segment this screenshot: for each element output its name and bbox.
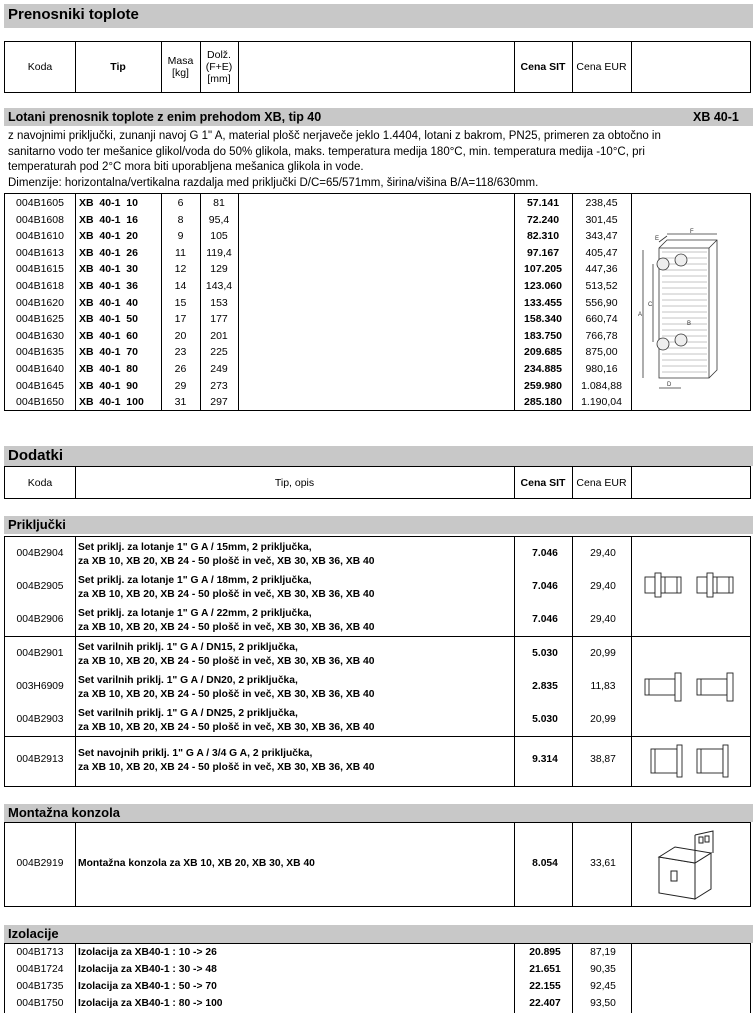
dim-label-c: C [648,302,653,308]
cell-masa: 29 [174,379,187,392]
cell-eur: 766,78 [585,329,618,342]
table-row [5,945,750,962]
cell-sit: 5.030 [532,714,558,725]
cell-dolz: 143,4 [205,280,233,292]
cell-tip: XB 40-1 10 [79,197,138,209]
threaded-fitting-icon [641,741,741,781]
cell-masa: 14 [174,280,187,292]
dim-label-b: B [687,321,692,327]
cell-koda: 004B1620 [16,296,64,309]
cell-koda: 004B1613 [16,246,64,259]
table-row [5,378,750,395]
cell-tip: XB 40-1 16 [79,213,138,226]
dim-label-a: A [638,312,643,318]
cell-masa: 17 [174,313,187,326]
cell-dolz: 153 [210,296,228,309]
cell-sit: 7.046 [532,614,558,625]
cell-sit: 5.030 [532,648,558,659]
cell-eur: 980,16 [585,363,618,375]
cell-eur: 93,50 [590,998,616,1009]
cell-dolz: 249 [210,363,228,375]
cell-sit: 82.310 [526,230,560,243]
dim-label-f: F [690,229,694,235]
cell-tip: XB 40-1 30 [79,263,138,276]
header-masa: Masa [kg] [167,55,194,79]
cell-sit: 209.685 [524,346,562,359]
cell-d2: za XB 10, XB 20, XB 24 - 50 plošč in več, XB 30, XB 36, XB 40 [78,656,375,667]
cell-sit: 107.205 [524,263,562,276]
cell-dolz: 119,4 [206,246,232,259]
cell-masa: 9 [177,230,184,243]
table-row: 004B2919 Montažna konzola za XB 10, XB 20, XB 30, XB 40 8.054 33,61 [16,858,616,869]
header-dolzina: Dolž. (F+E) [mm] [205,49,233,85]
table-header [4,41,751,93]
izolacije-band [4,925,753,943]
cell-koda: 004B1608 [16,213,64,226]
cell-koda: 004B1735 [16,981,64,992]
cell-sit: 7.046 [532,581,558,592]
cell-sit: 20.895 [529,947,561,958]
cell-d1: Set priklj. za lotanje 1" G A / 15mm, 2 priključka, [78,542,312,553]
acc-header-koda: Koda [27,476,53,489]
cell-eur: 660,74 [585,313,618,326]
product-description: z navojnimi priključki, zunanji navoj G 1" A, material plošč nerjaveče jeklo 1.4404, lotani z bakrom, PN25, primeren za obtočno in sanitarno vodo ter mešanice glikol/voda do 50% glikola, maks. temperatura medija 180°C, min. temperatura medija -10°C, pri temperaturah pod 2°C mora biti uporabljena mešanica glikola in vode. Dimenzije: horizontalna/vertikalna razdalja med priključki D/C=65/571mm, širina/višina B/A=118/630mm. [8,130,661,189]
cell-sit: 234.885 [524,363,562,375]
header-koda: Koda [27,61,53,73]
cell-d2: za XB 10, XB 20, XB 24 - 50 plošč in več, XB 30, XB 36, XB 40 [78,689,375,700]
cell-sit: 21.651 [529,964,561,975]
cell-masa: 26 [174,363,187,375]
cell-d2: za XB 10, XB 20, XB 24 - 50 plošč in več, XB 30, XB 36, XB 40 [78,556,375,567]
cell-sit: 133.455 [524,296,562,309]
cell-tip: XB 40-1 90 [79,379,138,392]
cell-d1: Set priklj. za lotanje 1" G A / 22mm, 2 priključka, [78,608,312,619]
cell-sit: 9.314 [532,754,558,765]
cell-d2: za XB 10, XB 20, XB 24 - 50 plošč in več, XB 30, XB 36, XB 40 [78,622,375,633]
prikljucki-title: Priključki [8,517,66,532]
cell-masa: 31 [174,396,187,409]
cell-sit: 22.155 [529,981,561,992]
cell-tip: XB 40-1 50 [79,313,138,326]
cell-masa: 20 [174,329,187,342]
cell-d1: Set varilnih priklj. 1" G A / DN25, 2 priključka, [78,708,298,719]
cell-opis: Izolacija za XB40-1 : 80 -> 100 [78,998,223,1009]
cell-eur: 1.084,88 [581,379,622,392]
cell-eur: 875,00 [585,346,618,359]
cell-koda: 004B1750 [16,998,64,1009]
cell-eur: 87,19 [590,947,616,958]
cell-koda: 004B1630 [16,329,64,342]
accessories-title-band [4,446,753,466]
accessories-title: Dodatki [8,447,64,464]
mounting-bracket-icon [651,827,731,903]
cell-koda: 004B1640 [16,363,64,375]
cell-d2: za XB 10, XB 20, XB 24 - 50 plošč in več, XB 30, XB 36, XB 40 [78,762,375,773]
cell-dolz: 201 [210,329,228,342]
solder-fitting-icon [641,565,741,605]
cell-tip: XB 40-1 100 [79,396,144,409]
header-cena-sit: Cena SIT [520,61,566,73]
cell-d1: Set varilnih priklj. 1" G A / DN20, 2 priključka, [78,675,298,686]
prikljucki-table [4,536,751,787]
cell-koda: 004B2905 [16,581,64,592]
cell-d1: Set priklj. za lotanje 1" G A / 18mm, 2 priključka, [78,575,312,586]
cell-tip: XB 40-1 20 [79,230,138,243]
cell-masa: 23 [174,346,187,359]
cell-d2: za XB 10, XB 20, XB 24 - 50 plošč in več, XB 30, XB 36, XB 40 [78,589,375,600]
table-row [5,979,750,996]
cell-eur: 556,90 [585,296,618,309]
product-title: Lotani prenosnik toplote z enim prehodom XB, tip 40 [8,110,322,124]
cell-eur: 1.190,04 [581,396,622,409]
cell-opis: Izolacija za XB40-1 : 10 -> 26 [78,947,217,958]
cell-tip: XB 40-1 36 [79,280,138,292]
table-row [5,394,750,411]
konzola-table [4,822,751,907]
cell-koda: 004B1650 [16,396,64,409]
cell-eur: 405,47 [585,246,618,259]
izolacije-title: Izolacije [8,926,59,941]
cell-eur: 29,40 [590,614,616,625]
cell-koda: 004B1713 [16,947,64,958]
cell-koda: 004B1605 [16,197,64,209]
cell-eur: 92,45 [590,981,616,992]
cell-sit: 72.240 [526,213,560,226]
cell-eur: 238,45 [585,197,618,209]
konzola-title: Montažna konzola [8,805,120,820]
dim-label-e: E [655,236,660,242]
cell-eur: 20,99 [590,714,616,725]
section-title: Prenosniki toplote [8,6,139,23]
acc-header-tip: Tip, opis [274,476,315,489]
cell-sit: 7.046 [532,548,558,559]
cell-dolz: 225 [210,346,228,359]
cell-sit: 2.835 [532,681,558,692]
cell-koda: 004B1635 [16,346,64,359]
cell-eur: 447,36 [585,263,618,276]
cell-tip: XB 40-1 80 [79,363,138,375]
cell-koda: 004B2901 [16,648,64,659]
accessories-header [4,466,751,499]
table-row [5,212,750,229]
cell-koda: 004B2913 [16,754,64,765]
cell-d1: Set navojnih priklj. 1" G A / 3/4 G A, 2 priključka, [78,748,313,759]
cell-eur: 11,83 [590,681,616,692]
table-row [5,962,750,979]
cell-opis: Izolacija za XB40-1 : 50 -> 70 [78,981,217,992]
cell-eur: 38,87 [590,754,616,765]
cell-sit: 123.060 [524,280,562,292]
cell-eur: 29,40 [590,581,616,592]
cell-eur: 90,35 [590,964,616,975]
product-table [4,193,751,411]
cell-sit: 285.180 [524,396,562,409]
header-cena-eur: Cena EUR [576,61,627,73]
cell-masa: 12 [174,263,187,276]
cell-dolz: 177 [210,313,228,326]
cell-dolz: 273 [210,379,228,392]
cell-koda: 004B1645 [16,379,64,392]
cell-koda: 004B2906 [16,614,64,625]
cell-koda: 004B1615 [16,263,64,276]
acc-header-cena-eur: Cena EUR [576,476,627,489]
cell-koda: 004B2904 [16,548,64,559]
cell-sit: 259.980 [524,379,562,392]
cell-koda: 004B1724 [16,964,64,975]
cell-dolz: 95,4 [208,213,230,226]
cell-dolz: 81 [213,197,225,209]
cell-sit: 57.141 [526,197,560,209]
cell-tip: XB 40-1 40 [79,296,138,309]
heat-exchanger-diagram [637,229,731,388]
dim-label-d: D [667,382,672,388]
cell-sit: 183.750 [524,329,562,342]
table-row [5,996,750,1013]
weld-fitting-icon [641,667,741,707]
izolacije-table [4,943,751,1013]
cell-koda: 004B1610 [16,230,64,243]
cell-dolz: 297 [210,396,228,409]
header-tip: Tip [110,61,126,73]
cell-d2: za XB 10, XB 20, XB 24 - 50 plošč in več, XB 30, XB 36, XB 40 [78,722,375,733]
cell-tip: XB 40-1 26 [79,246,138,259]
cell-eur: 343,47 [585,230,618,243]
cell-masa: 15 [174,296,187,309]
cell-d1: Set varilnih priklj. 1" G A / DN15, 2 priključka, [78,642,298,653]
cell-masa: 11 [175,246,186,259]
prikljucki-band [4,516,753,534]
cell-dolz: 129 [210,263,228,276]
cell-koda: 004B1618 [16,280,64,292]
product-code: XB 40-1 [693,110,739,124]
cell-tip: XB 40-1 60 [79,329,138,342]
cell-sit: 97.167 [526,246,560,259]
table-row [5,195,750,212]
cell-opis: Izolacija za XB40-1 : 30 -> 48 [78,964,217,975]
cell-eur: 29,40 [590,548,616,559]
cell-masa: 6 [177,197,184,209]
cell-koda: 004B2903 [16,714,64,725]
cell-eur: 513,52 [585,280,618,292]
cell-sit: 158.340 [524,313,562,326]
cell-eur: 301,45 [585,213,618,226]
cell-tip: XB 40-1 70 [79,346,138,359]
cell-koda: 004B1625 [16,313,64,326]
cell-koda: 003H6909 [16,681,64,692]
cell-dolz: 105 [210,230,228,243]
cell-eur: 20,99 [590,648,616,659]
cell-sit: 22.407 [529,998,561,1009]
cell-masa: 8 [177,213,184,226]
acc-header-cena-sit: Cena SIT [520,476,566,489]
